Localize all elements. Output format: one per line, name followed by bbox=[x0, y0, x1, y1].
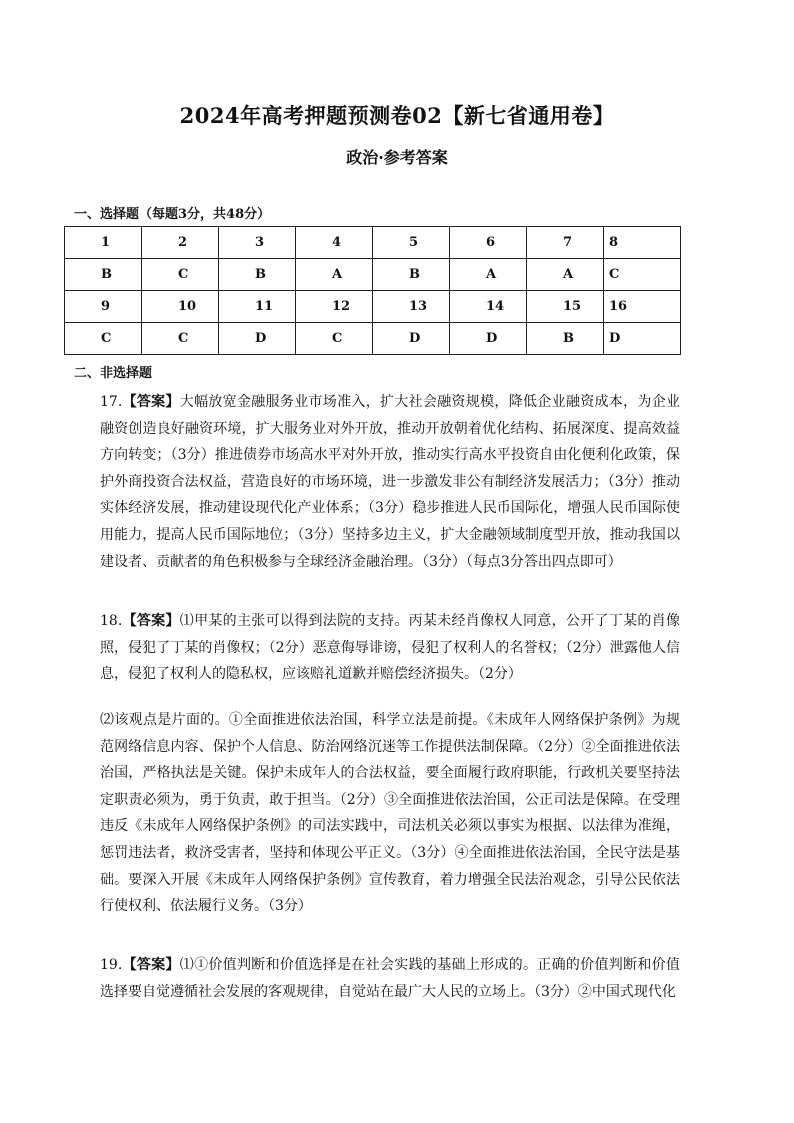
table-cell: B bbox=[527, 323, 604, 355]
table-cell: 15 bbox=[527, 291, 604, 323]
table-cell: D bbox=[450, 323, 527, 355]
question-number: 19. bbox=[100, 957, 123, 973]
answer-19 bbox=[100, 952, 680, 1005]
table-row bbox=[65, 227, 681, 259]
answer-tag: 【答案】 bbox=[122, 613, 180, 629]
table-cell: A bbox=[450, 259, 527, 291]
table-cell: 9 bbox=[65, 291, 142, 323]
table-row bbox=[65, 291, 681, 323]
table-cell: 14 bbox=[450, 291, 527, 323]
table-cell: 7 bbox=[527, 227, 604, 259]
answer-text: ⑵该观点是片面的。①全面推进依法治国，科学立法是前提。《未成年人网络保护条例》为规范网络信息内容、保护个人信息、防治网络沉迷等工作提供法制保障。（2分）②全面推进依法治国，严格执法是关键。保护未成年人的合法权益，要全面履行政府职能，行政机关要坚持法定职责必须为，勇于负责，敢于担当。（2分）③全面推进依法治国，公正司法是保障。在受理违反《未成年人网络保护条例》的司法实践中，司法机关必须以事实为根据、以法律为准绳，惩罚违法者，救济受害者，坚持和体现公平正义。（3分）④全面推进依法治国，全民守法是基础。要深入开展《未成年人网络保护条例》宣传教育，着力增强全民法治观念，引导公民依法行使权利、依法履行义务。（3分） bbox=[100, 712, 680, 915]
answer-18-part1 bbox=[100, 608, 680, 688]
table-cell: 16 bbox=[604, 291, 681, 323]
table-cell: C bbox=[65, 323, 142, 355]
question-number: 18. bbox=[100, 613, 123, 629]
table-cell: B bbox=[219, 259, 296, 291]
table-row bbox=[65, 259, 681, 291]
answer-text: ⑴①价值判断和价值选择是在社会实践的基础上形成的。正确的价值判断和价值选择要自觉遵循社会发展的客观规律，自觉站在最广大人民的立场上。（3分）②中国式现代化 bbox=[100, 957, 681, 1000]
answer-tag: 【答案】 bbox=[122, 957, 180, 973]
answer-text: 大幅放宽金融服务业市场准入，扩大社会融资规模，降低企业融资成本，为企业融资创造良好融资环境，扩大服务业对外开放，推动开放朝着优化结构、拓展深度、提高效益方向转变；（3分）推进债券市场高水平对外开放，推动实行高水平投资自由化便利化政策，保护外商投资合法权益，营造良好的市场环境，进一步激发非公有制经济发展活力；（3分）推动实体经济发展，推动建设现代化产业体系；（3分）稳步推进人民币国际化，增强人民币国际使用能力，提高人民币国际地位；（3分）坚持多边主义，扩大金融领域制度型开放，推动我国以建设者、贡献者的角色积极参与全球经济金融治理。（3分）（每点3分答出四点即可） bbox=[100, 394, 681, 570]
table-cell: 11 bbox=[219, 291, 296, 323]
answer-text: ⑴甲某的主张可以得到法院的支持。丙某未经肖像权人同意，公开了丁某的肖像照，侵犯了丁某的肖像权；（2分）恶意侮辱诽谤，侵犯了权利人的名誉权；（2分）泄露他人信息，侵犯了权利人的隐私权，应该赔礼道歉并赔偿经济损失。（2分） bbox=[100, 613, 681, 683]
table-cell: D bbox=[604, 323, 681, 355]
table-cell: C bbox=[142, 323, 219, 355]
table-cell: A bbox=[296, 259, 373, 291]
table-cell: 5 bbox=[373, 227, 450, 259]
table-cell: C bbox=[604, 259, 681, 291]
question-number: 17. bbox=[100, 394, 123, 410]
table-cell: 12 bbox=[296, 291, 373, 323]
table-cell: D bbox=[219, 323, 296, 355]
answer-table bbox=[64, 226, 681, 355]
table-cell: 3 bbox=[219, 227, 296, 259]
table-cell: C bbox=[142, 259, 219, 291]
table-cell: B bbox=[373, 259, 450, 291]
table-cell: 10 bbox=[142, 291, 219, 323]
answer-tag: 【答案】 bbox=[122, 394, 180, 410]
document-title: 2024年高考押题预测卷02【新七省通用卷】 bbox=[179, 103, 615, 128]
table-cell: 2 bbox=[142, 227, 219, 259]
table-cell: B bbox=[65, 259, 142, 291]
table-cell: 6 bbox=[450, 227, 527, 259]
table-cell: 13 bbox=[373, 291, 450, 323]
answer-17 bbox=[100, 389, 680, 575]
section-heading-nonchoice: 二、非选择题 bbox=[74, 366, 153, 381]
table-row bbox=[65, 323, 681, 355]
section-heading-choice: 一、选择题（每题3分，共48分） bbox=[74, 207, 271, 222]
table-cell: D bbox=[373, 323, 450, 355]
table-cell: 4 bbox=[296, 227, 373, 259]
table-cell: 8 bbox=[604, 227, 681, 259]
table-cell: 1 bbox=[65, 227, 142, 259]
table-cell: C bbox=[296, 323, 373, 355]
document-subtitle: 政治·参考答案 bbox=[346, 148, 448, 167]
table-cell: A bbox=[527, 259, 604, 291]
answer-18-part2 bbox=[100, 707, 680, 920]
